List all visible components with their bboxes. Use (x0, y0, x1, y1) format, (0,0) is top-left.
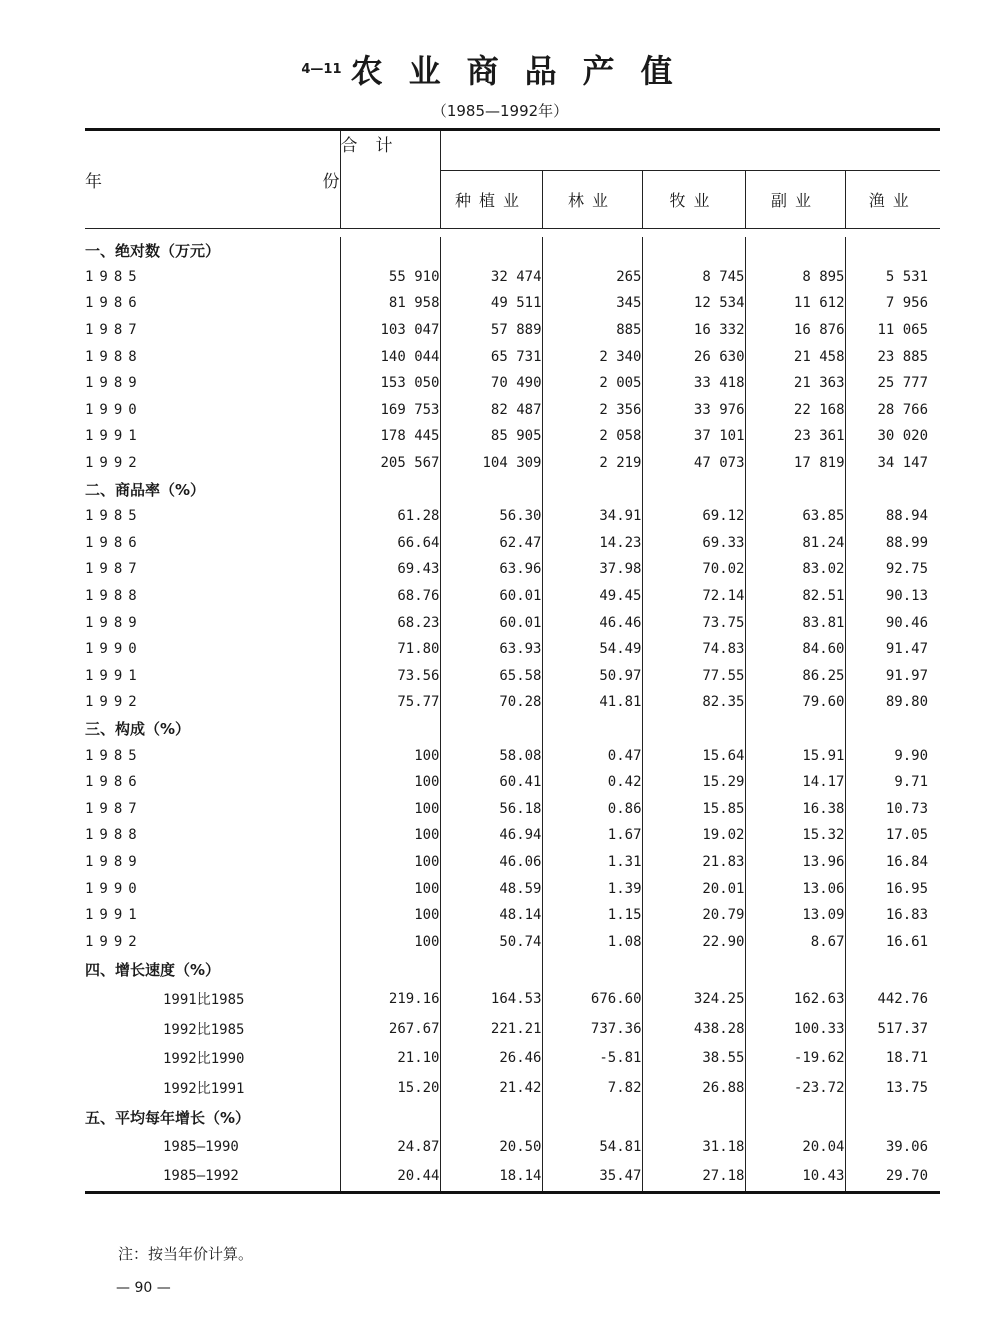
table-cell: 1.31 (542, 849, 642, 876)
table-cell: 82.51 (745, 583, 845, 610)
row-label: 1986 (85, 769, 340, 796)
section-row (85, 1103, 940, 1133)
table-cell: 9.71 (894, 774, 929, 791)
empty-cell (642, 1103, 745, 1133)
table-cell: 33 418 (642, 370, 745, 397)
table-cell: 50.97 (542, 663, 642, 690)
empty-cell (542, 1103, 642, 1133)
table-cell: 60.41 (440, 769, 542, 796)
empty-cell (642, 476, 745, 503)
empty-cell (542, 476, 642, 503)
table-body (85, 229, 940, 1193)
table-cell: 65 731 (440, 343, 542, 370)
table-cell: 100 (340, 849, 440, 876)
table-cell: 17 819 (745, 450, 845, 477)
table-cell: 1.39 (542, 875, 642, 902)
table-cell: 23 361 (745, 423, 845, 450)
table-row (85, 795, 940, 822)
table-cell: 16.83 (885, 907, 929, 924)
table-cell: 13.96 (745, 849, 845, 876)
table-cell: 1.15 (542, 902, 642, 929)
table-cell: 2 219 (542, 450, 642, 477)
row-label: 1986 (85, 530, 340, 557)
empty-cell (642, 237, 745, 264)
spacer-row (85, 229, 940, 238)
table-cell: 88.94 (885, 508, 929, 525)
table-cell: 91.47 (885, 641, 929, 658)
row-label: 1990 (85, 397, 340, 424)
table-row (85, 1073, 940, 1103)
table-cell: 68.23 (340, 609, 440, 636)
row-label: 1991 (85, 663, 340, 690)
table-cell: 140 044 (340, 343, 440, 370)
table-cell: 49 511 (440, 290, 542, 317)
table-cell: 73.75 (642, 609, 745, 636)
table-row (85, 742, 940, 769)
table-row (85, 769, 940, 796)
data-table (85, 128, 940, 1194)
column-header-sideline: 副业 (745, 170, 845, 228)
table-cell: 55 910 (340, 264, 440, 291)
table-cell: 9.90 (894, 747, 929, 764)
table-cell: 16 876 (745, 317, 845, 344)
table-cell: 57 889 (440, 317, 542, 344)
table-row (85, 264, 940, 291)
table-cell: 90.13 (885, 588, 929, 605)
row-label: 1988 (85, 583, 340, 610)
table-cell: 100 (340, 795, 440, 822)
column-header-forestry: 林业 (542, 170, 642, 228)
table-cell: 221.21 (440, 1014, 542, 1044)
table-cell: 29.70 (845, 1162, 940, 1193)
table-cell: 86.25 (745, 663, 845, 690)
table-cell: 100 (340, 902, 440, 929)
table-cell: 24.87 (340, 1132, 440, 1162)
empty-cell (745, 476, 845, 503)
table-cell: 15.91 (745, 742, 845, 769)
empty-cell (745, 955, 845, 985)
table-row (85, 450, 940, 477)
table-cell: 60.01 (440, 583, 542, 610)
table-cell: 35.47 (542, 1162, 642, 1193)
row-label: 1990 (85, 875, 340, 902)
table-cell: 90.46 (885, 614, 929, 631)
row-label: 1985—1990 (85, 1132, 340, 1162)
empty-cell (440, 476, 542, 503)
table-cell: 28 766 (877, 401, 929, 418)
section-label: 一、绝对数（万元） (85, 237, 340, 264)
table-cell: 13.06 (745, 875, 845, 902)
table-cell: 92.75 (885, 561, 929, 578)
table-cell: -23.72 (745, 1073, 845, 1103)
table-cell: 70.02 (642, 556, 745, 583)
table-cell: 16.38 (745, 795, 845, 822)
row-label: 1986 (85, 290, 340, 317)
table-cell: 16.84 (885, 853, 929, 870)
empty-cell (745, 716, 845, 743)
row-label: 1987 (85, 317, 340, 344)
row-label: 1988 (85, 822, 340, 849)
table-cell: 23 885 (877, 348, 929, 365)
table-code: 4—11 (301, 61, 342, 77)
table-row (85, 1162, 940, 1193)
table-cell: 73.56 (340, 663, 440, 690)
table-cell: 2 005 (542, 370, 642, 397)
table-cell: 737.36 (542, 1014, 642, 1044)
empty-cell (642, 955, 745, 985)
table-cell: 17.05 (885, 827, 929, 844)
table-cell: 65.58 (440, 663, 542, 690)
table-cell: 81.24 (745, 530, 845, 557)
table-cell: 89.80 (885, 694, 929, 711)
table-cell: 10.73 (885, 800, 929, 817)
table-cell: 46.94 (440, 822, 542, 849)
table-cell: 20.50 (440, 1132, 542, 1162)
section-row (85, 237, 940, 264)
table-cell: 178 445 (340, 423, 440, 450)
table-cell: 21.83 (642, 849, 745, 876)
table-cell: 26 630 (642, 343, 745, 370)
section-label: 三、构成（%） (85, 716, 340, 743)
table-cell: 30 020 (877, 428, 929, 445)
table-cell: 61.28 (340, 503, 440, 530)
table-cell: 103 047 (340, 317, 440, 344)
table-cell: 438.28 (642, 1014, 745, 1044)
table-cell: 58.08 (440, 742, 542, 769)
table-cell: 69.33 (642, 530, 745, 557)
table-cell: 83.81 (745, 609, 845, 636)
year-column-header: 年 份 (85, 130, 340, 229)
column-header-planting: 种植业 (440, 170, 542, 228)
table-cell: 37 101 (642, 423, 745, 450)
table-row (85, 530, 940, 557)
column-header-livestock: 牧业 (642, 170, 745, 228)
row-label: 1985 (85, 503, 340, 530)
table-cell: 83.02 (745, 556, 845, 583)
row-label: 1991 (85, 902, 340, 929)
table-cell: 14.17 (745, 769, 845, 796)
row-label: 1987 (85, 795, 340, 822)
row-label: 1985 (85, 264, 340, 291)
empty-cell (340, 237, 440, 264)
table-cell: -19.62 (745, 1044, 845, 1074)
table-cell: 100 (340, 928, 440, 955)
table-cell: 72.14 (642, 583, 745, 610)
header-row (85, 130, 940, 171)
table-cell: 25 777 (877, 375, 929, 392)
table-cell: 32 474 (440, 264, 542, 291)
table-cell: 63.96 (440, 556, 542, 583)
table-row (85, 556, 940, 583)
table-title: 农业商品产值 (350, 52, 699, 90)
table-cell: 88.99 (885, 534, 929, 551)
row-label: 1989 (85, 609, 340, 636)
column-header-fishery: 渔业 (845, 170, 940, 228)
row-label: 1991 (85, 423, 340, 450)
table-cell: 20.01 (642, 875, 745, 902)
table-cell: 265 (542, 264, 642, 291)
table-cell: 46.46 (542, 609, 642, 636)
row-label: 1988 (85, 343, 340, 370)
table-cell: 77.55 (642, 663, 745, 690)
table-cell: 48.14 (440, 902, 542, 929)
table-cell: 16 332 (642, 317, 745, 344)
table-cell: 2 340 (542, 343, 642, 370)
row-label: 1985—1992 (85, 1162, 340, 1193)
table-cell: 14.23 (542, 530, 642, 557)
table-cell: 8 745 (642, 264, 745, 291)
table-row (85, 663, 940, 690)
table-row (85, 370, 940, 397)
table-row (85, 849, 940, 876)
table-cell: 66.64 (340, 530, 440, 557)
table-cell: 169 753 (340, 397, 440, 424)
table-row (85, 609, 940, 636)
table-cell: 885 (542, 317, 642, 344)
table-cell: 2 058 (542, 423, 642, 450)
table-cell: 70.28 (440, 689, 542, 716)
table-cell: 8.67 (745, 928, 845, 955)
table-row (85, 583, 940, 610)
empty-cell (440, 1103, 542, 1133)
table-cell: 20.04 (745, 1132, 845, 1162)
table-row (85, 397, 940, 424)
empty-cell (845, 237, 940, 264)
section-label: 四、增长速度（%） (85, 955, 340, 985)
table-cell: 21 363 (745, 370, 845, 397)
empty-cell (845, 476, 940, 503)
table-cell: 20.44 (340, 1162, 440, 1193)
empty-cell (642, 716, 745, 743)
table-cell: 33 976 (642, 397, 745, 424)
empty-cell (440, 716, 542, 743)
table-subtitle: （1985—1992年） (431, 102, 569, 120)
table-row (85, 636, 940, 663)
row-label: 1989 (85, 849, 340, 876)
page-title (0, 46, 1000, 92)
table-cell: 48.59 (440, 875, 542, 902)
table-cell: 69.12 (642, 503, 745, 530)
table-cell: 16.61 (885, 933, 929, 950)
table-cell: 324.25 (642, 985, 745, 1015)
total-column-header: 合计 (340, 130, 440, 229)
empty-cell (340, 955, 440, 985)
table-cell: 517.37 (877, 1020, 929, 1037)
table-cell: 41.81 (542, 689, 642, 716)
table-row (85, 1044, 940, 1074)
table-cell: 267.67 (340, 1014, 440, 1044)
table-cell: 82.35 (642, 689, 745, 716)
row-label: 1989 (85, 370, 340, 397)
table-cell: 63.85 (745, 503, 845, 530)
table-cell: 60.01 (440, 609, 542, 636)
table-row (85, 985, 940, 1015)
table-cell: 27.18 (642, 1162, 745, 1193)
table-cell: 21 458 (745, 343, 845, 370)
table-cell: 21.42 (440, 1073, 542, 1103)
table-cell: 15.29 (642, 769, 745, 796)
empty-cell (845, 716, 940, 743)
table-cell: 20.79 (642, 902, 745, 929)
empty-cell (542, 716, 642, 743)
row-label: 1985 (85, 742, 340, 769)
table-cell: 74.83 (642, 636, 745, 663)
table-cell: 34.91 (542, 503, 642, 530)
table-cell: 84.60 (745, 636, 845, 663)
table-cell: 91.97 (885, 667, 929, 684)
table-cell: 19.02 (642, 822, 745, 849)
table-cell: 164.53 (440, 985, 542, 1015)
row-label: 1992 (85, 689, 340, 716)
table-cell: 82 487 (440, 397, 542, 424)
table-cell: 104 309 (440, 450, 542, 477)
table-cell: -5.81 (542, 1044, 642, 1074)
row-label: 1990 (85, 636, 340, 663)
section-label: 五、平均每年增长（%） (85, 1103, 340, 1133)
empty-cell (845, 955, 940, 985)
table-cell: 15.20 (340, 1073, 440, 1103)
table-cell: 18.14 (440, 1162, 542, 1193)
table-cell: 38.55 (642, 1044, 745, 1074)
table-row (85, 875, 940, 902)
table-cell: 22.90 (642, 928, 745, 955)
table-row (85, 689, 940, 716)
empty-cell (845, 1103, 940, 1133)
table-cell: 22 168 (745, 397, 845, 424)
table-cell: 26.46 (440, 1044, 542, 1074)
section-row (85, 716, 940, 743)
table-cell: 1.67 (542, 822, 642, 849)
table-cell: 5 531 (885, 268, 929, 285)
table-cell: 11 612 (745, 290, 845, 317)
table-row (85, 503, 940, 530)
table-cell: 21.10 (340, 1044, 440, 1074)
row-label: 1991比1985 (85, 985, 340, 1015)
row-label: 1992比1991 (85, 1073, 340, 1103)
page-number: — 90 — (116, 1280, 171, 1296)
table-cell: 15.32 (745, 822, 845, 849)
table-cell: 49.45 (542, 583, 642, 610)
empty-cell (542, 237, 642, 264)
table-cell: 54.81 (542, 1132, 642, 1162)
table-cell: 31.18 (642, 1132, 745, 1162)
table-row (85, 317, 940, 344)
header-spacer (440, 130, 940, 171)
table-row (85, 290, 940, 317)
table-cell: 70 490 (440, 370, 542, 397)
table-cell: 219.16 (340, 985, 440, 1015)
empty-cell (440, 237, 542, 264)
table-cell: 10.43 (745, 1162, 845, 1193)
row-label: 1987 (85, 556, 340, 583)
table-cell: 11 065 (877, 322, 929, 339)
table-cell: 79.60 (745, 689, 845, 716)
table-cell: 100 (340, 742, 440, 769)
empty-cell (745, 1103, 845, 1133)
table-cell: 15.85 (642, 795, 745, 822)
table-cell: 442.76 (877, 991, 929, 1008)
row-label: 1992比1985 (85, 1014, 340, 1044)
table-row (85, 1132, 940, 1162)
empty-cell (542, 955, 642, 985)
table-row (85, 822, 940, 849)
row-label: 1992比1990 (85, 1044, 340, 1074)
table-row (85, 928, 940, 955)
table-cell: 62.47 (440, 530, 542, 557)
table-cell: 100 (340, 875, 440, 902)
footnote: 注：按当年价计算。 (118, 1245, 254, 1263)
table-cell: 205 567 (340, 450, 440, 477)
table-cell: 8 895 (745, 264, 845, 291)
table-row (85, 1014, 940, 1044)
table-cell: 7.82 (542, 1073, 642, 1103)
table-cell: 100 (340, 769, 440, 796)
empty-cell (340, 476, 440, 503)
table-cell: 0.42 (542, 769, 642, 796)
table-cell: 345 (542, 290, 642, 317)
empty-cell (745, 237, 845, 264)
table-cell: 15.64 (642, 742, 745, 769)
table-cell: 71.80 (340, 636, 440, 663)
table-cell: 54.49 (542, 636, 642, 663)
table-cell: 100.33 (745, 1014, 845, 1044)
row-label: 1992 (85, 450, 340, 477)
table-cell: 16.95 (885, 880, 929, 897)
table-cell: 2 356 (542, 397, 642, 424)
table-row (85, 343, 940, 370)
table-row (85, 902, 940, 929)
table-cell: 46.06 (440, 849, 542, 876)
table-cell: 100 (340, 822, 440, 849)
table-cell: 69.43 (340, 556, 440, 583)
table-cell: 47 073 (642, 450, 745, 477)
table-cell: 12 534 (642, 290, 745, 317)
table-cell: 68.76 (340, 583, 440, 610)
table-cell: 153 050 (340, 370, 440, 397)
table-cell: 56.30 (440, 503, 542, 530)
table-cell: 56.18 (440, 795, 542, 822)
empty-cell (340, 1103, 440, 1133)
table-cell: 85 905 (440, 423, 542, 450)
section-label: 二、商品率（%） (85, 476, 340, 503)
section-row (85, 476, 940, 503)
table-cell: 13.09 (745, 902, 845, 929)
section-row (85, 955, 940, 985)
table-cell: 676.60 (542, 985, 642, 1015)
table-cell: 37.98 (542, 556, 642, 583)
table-row (85, 423, 940, 450)
table-cell: 162.63 (745, 985, 845, 1015)
empty-cell (440, 955, 542, 985)
table-cell: 81 958 (340, 290, 440, 317)
table-cell: 0.47 (542, 742, 642, 769)
table-cell: 13.75 (885, 1079, 929, 1096)
table-cell: 1.08 (542, 928, 642, 955)
table-cell: 63.93 (440, 636, 542, 663)
table-cell: 7 956 (885, 295, 929, 312)
table-cell: 34 147 (877, 455, 929, 472)
table-cell: 0.86 (542, 795, 642, 822)
table-cell: 39.06 (885, 1138, 929, 1155)
empty-cell (340, 716, 440, 743)
row-label: 1992 (85, 928, 340, 955)
table-cell: 75.77 (340, 689, 440, 716)
table-cell: 26.88 (642, 1073, 745, 1103)
table-cell: 50.74 (440, 928, 542, 955)
table-cell: 18.71 (885, 1050, 929, 1067)
